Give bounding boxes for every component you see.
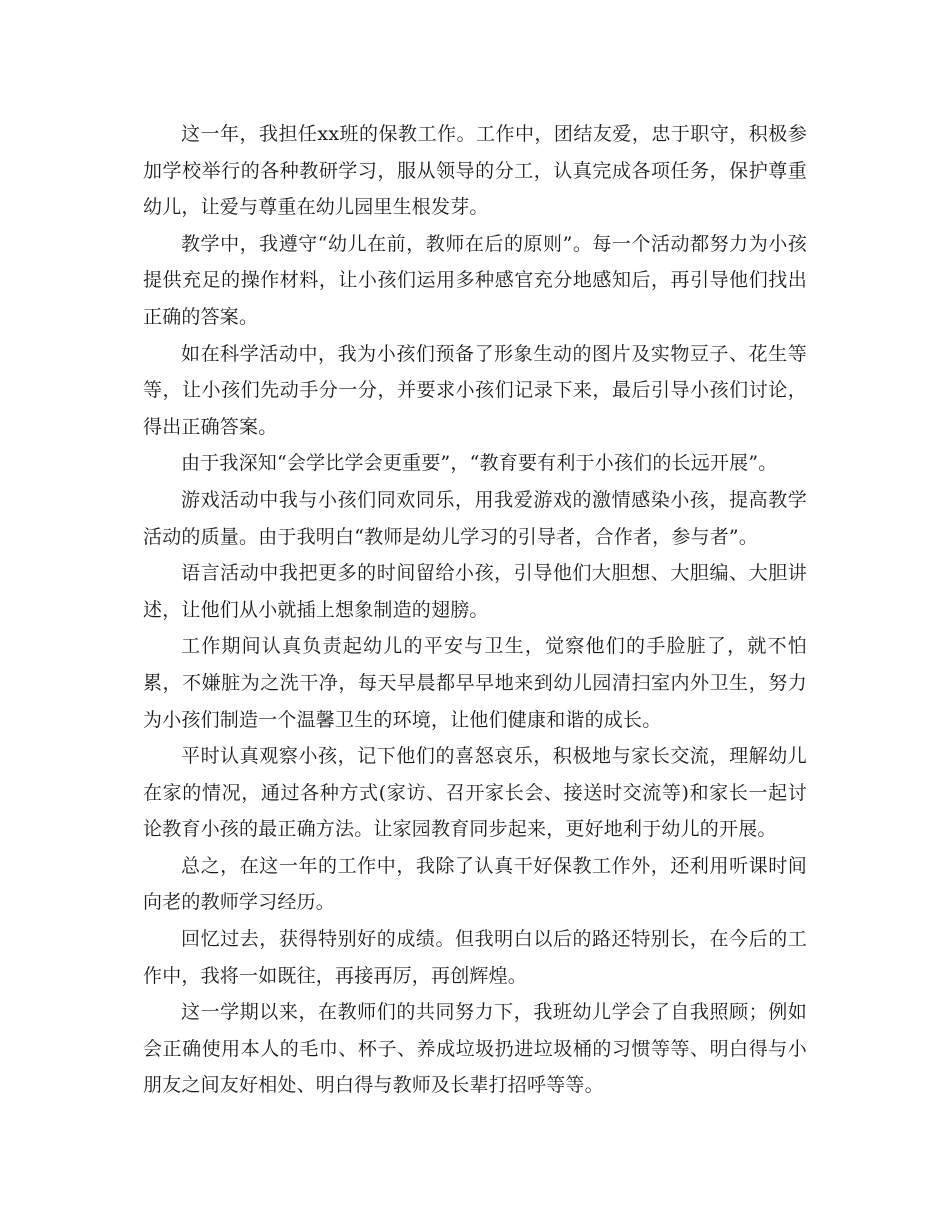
paragraph-10: 回忆过去，获得特别好的成绩。但我明白以后的路还特别长，在今后的工作中，我将一如既往，再接再厉，再创辉煌。 [143,928,807,987]
paragraph-7: 工作期间认真负责起幼儿的平安与卫生，觉察他们的手脸脏了，就不怕累，不嫌脏为之洗干净，每天早晨都早早地来到幼儿园清扫室内外卫生，努力为小孩们制造一个温馨卫生的环境，让他们健康和谐的成长。 [143,635,807,731]
paragraph-1: 这一年，我担任xx班的保教工作。工作中，团结友爱，忠于职守，积极参加学校举行的各种教研学习，服从领导的分工，认真完成各项任务，保护尊重幼儿，让爱与尊重在幼儿园里生根发芽。 [143,123,807,219]
document-body [143,116,807,1104]
paragraph-8: 平时认真观察小孩，记下他们的喜怒哀乐，积极地与家长交流，理解幼儿在家的情况，通过各种方式(家访、召开家长会、接送时交流等)和家长一起讨论教育小孩的最正确方法。让家园教育同步起来，更好地利于幼儿的开展。 [143,745,807,841]
paragraph-3: 如在科学活动中，我为小孩们预备了形象生动的图片及实物豆子、花生等等，让小孩们先动手分一分，并要求小孩们记录下来，最后引导小孩们讨论，得出正确答案。 [143,342,807,438]
paragraph-9: 总之，在这一年的工作中，我除了认真干好保教工作外，还利用听课时间向老的教师学习经历。 [143,854,807,914]
paragraph-5: 游戏活动中我与小孩们同欢同乐，用我爱游戏的激情感染小孩，提高教学活动的质量。由于我明白“教师是幼儿学习的引导者，合作者，参与者”。 [143,488,807,548]
paragraph-11: 这一学期以来，在教师们的共同努力下，我班幼儿学会了自我照顾；例如会正确使用本人的毛巾、杯子、养成垃圾扔进垃圾桶的习惯等等、明白得与小朋友之间友好相处、明白得与教师及长辈打招呼等等。 [143,1001,807,1097]
paragraph-6: 语言活动中我把更多的时间留给小孩，引导他们大胆想、大胆编、大胆讲述，让他们从小就插上想象制造的翅膀。 [143,562,807,621]
paragraph-2: 教学中，我遵守“幼儿在前，教师在后的原则”。每一个活动都努力为小孩提供充足的操作材料，让小孩们运用多种感官充分地感知后，再引导他们找出正确的答案。 [143,232,807,328]
paragraph-4: 由于我深知“会学比学会更重要”，“教育要有利于小孩们的长远开展”。 [181,452,778,475]
